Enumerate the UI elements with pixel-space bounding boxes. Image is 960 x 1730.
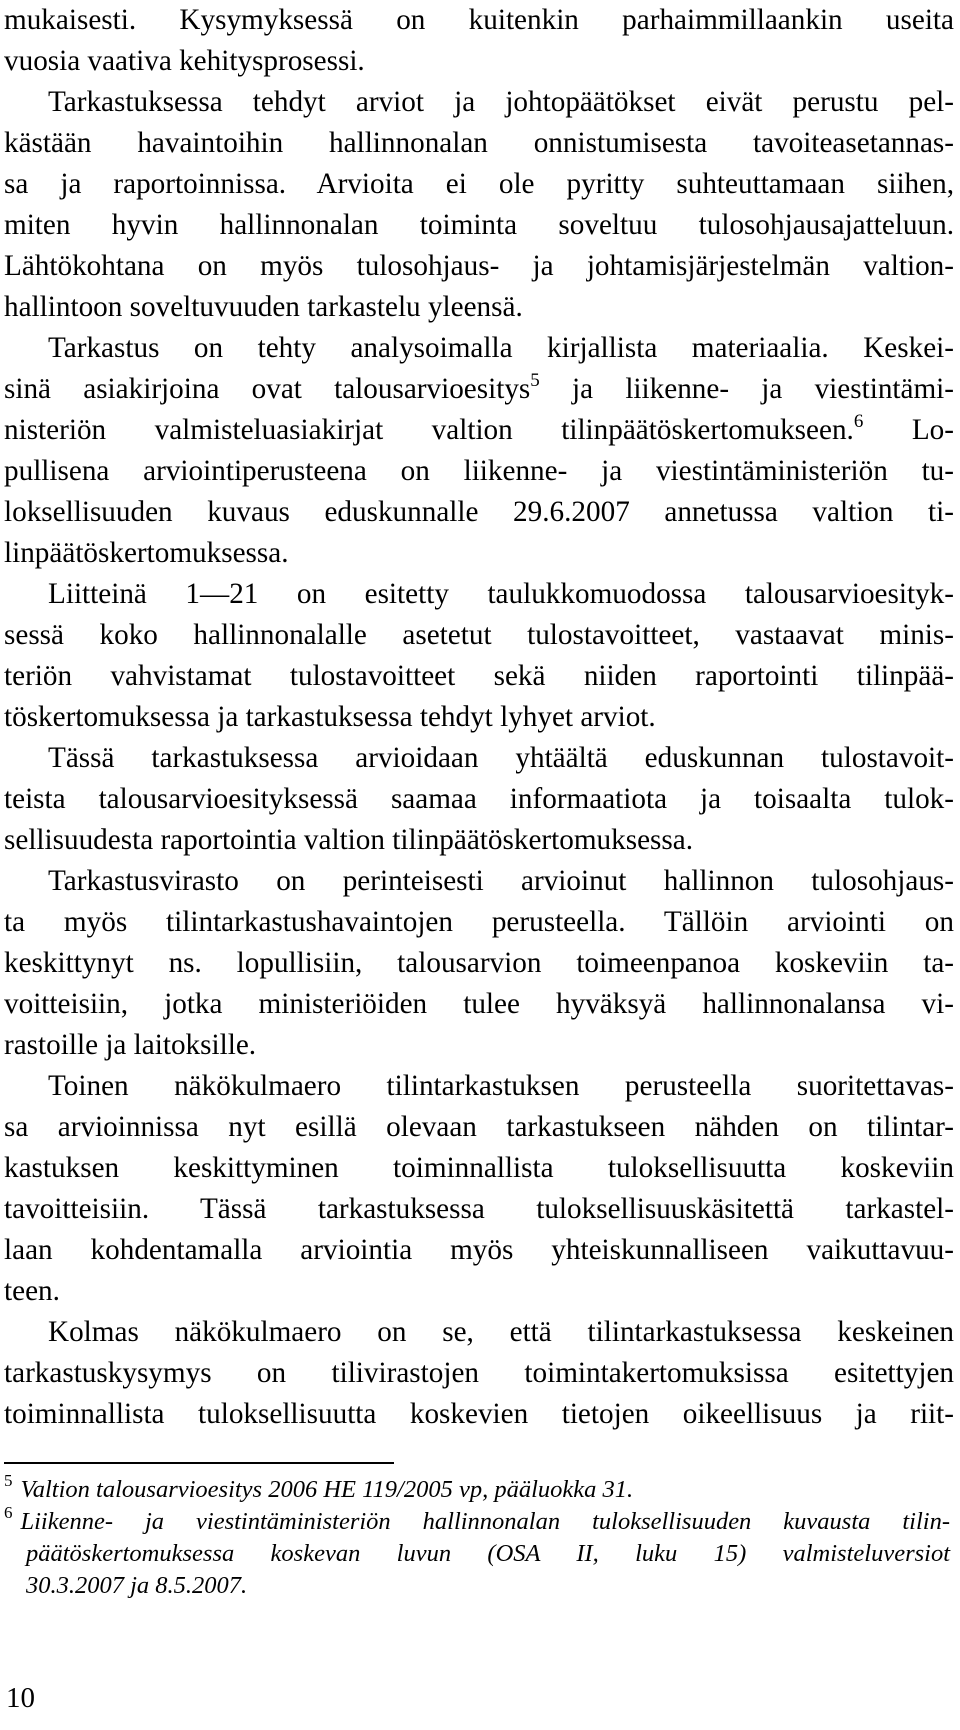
footnote-divider bbox=[4, 1462, 394, 1464]
body-line: Tarkastus on tehty analysoimalla kirjallista materiaalia. Keskei- bbox=[48, 332, 954, 364]
body-line: teriön vahvistamat tulostavoitteet sekä niiden raportointi tilinpää- bbox=[4, 660, 954, 692]
footnote-ref: 5 bbox=[530, 370, 540, 391]
page-number: 10 bbox=[6, 1682, 35, 1714]
body-line: kastuksen keskittyminen toiminnallista tuloksellisuutta koskeviin bbox=[4, 1152, 954, 1184]
body-line: linpäätöskertomuksessa. bbox=[4, 537, 289, 569]
body-line: töskertomuksessa ja tarkastuksessa tehdyt lyhyet arviot. bbox=[4, 701, 656, 733]
body-line: teista talousarvioesityksessä saamaa informaatiota ja toisaalta tulok- bbox=[4, 783, 954, 815]
body-line: miten hyvin hallinnonalan toiminta soveltuu tulosohjausajatteluun. bbox=[4, 209, 954, 241]
body-line: voitteisiin, jotka ministeriöiden tulee hyväksyä hallinnonalansa vi- bbox=[4, 988, 954, 1020]
body-line: sa ja raportoinnissa. Arvioita ei ole pyritty suhteuttamaan siihen, bbox=[4, 168, 954, 200]
body-text: sinä asiakirjoina ovat talousarvioesitys bbox=[4, 373, 531, 405]
body-line: Tarkastuksessa tehdyt arviot ja johtopäätökset eivät perustu pel- bbox=[48, 86, 954, 118]
body-line: ta myös tilintarkastushavaintojen perusteella. Tällöin arviointi on bbox=[4, 906, 954, 938]
body-line: laan kohdentamalla arviointia myös yhteiskunnalliseen vaikuttavuu- bbox=[4, 1234, 954, 1266]
footnote-text: Valtion talousarvioesitys 2006 HE 119/2005 vp, pääluokka 31. bbox=[20, 1476, 634, 1503]
body-line: rastoille ja laitoksille. bbox=[4, 1029, 257, 1061]
body-line: kästään havaintoihin hallinnonalan onnistumisesta tavoiteasetannas- bbox=[4, 127, 954, 159]
body-line bbox=[4, 410, 954, 451]
body-line: Toinen näkökulmaero tilintarkastuksen perusteella suoritettavas- bbox=[48, 1070, 954, 1102]
body-line: sellisuudesta raportointia valtion tilinpäätöskertomuksessa. bbox=[4, 824, 694, 856]
body-line: sa arvioinnissa nyt esillä olevaan tarkastukseen nähden on tilintar- bbox=[4, 1111, 954, 1143]
body-line: toiminnallista tuloksellisuutta koskevien tietojen oikeellisuus ja riit- bbox=[4, 1398, 954, 1430]
footnote-number: 6 bbox=[4, 1503, 13, 1522]
body-line: mukaisesti. Kysymyksessä on kuitenkin parhaimmillaankin useita bbox=[4, 4, 954, 36]
body-line: Tässä tarkastuksessa arvioidaan yhtäältä eduskunnan tulostavoit- bbox=[48, 742, 954, 774]
footnote-number: 5 bbox=[4, 1471, 13, 1490]
footnote-6 bbox=[4, 1503, 950, 1538]
body-line: Kolmas näkökulmaero on se, että tilintarkastuksessa keskeinen bbox=[48, 1316, 954, 1348]
body-text: ja liikenne- ja viestintämi- bbox=[572, 373, 955, 405]
body-line: tavoitteisiin. Tässä tarkastuksessa tuloksellisuuskäsitettä tarkastel- bbox=[4, 1193, 954, 1225]
footnote-ref: 6 bbox=[853, 411, 864, 432]
body-line bbox=[4, 369, 954, 410]
body-text: Lo- bbox=[911, 414, 954, 446]
body-line: Lähtökohtana on myös tulosohjaus- ja johtamisjärjestelmän valtion- bbox=[4, 250, 954, 282]
body-line: hallintoon soveltuvuuden tarkastelu yleensä. bbox=[4, 291, 523, 323]
body-line: Tarkastusvirasto on perinteisesti arvioinut hallinnon tulosohjaus- bbox=[48, 865, 954, 897]
body-line: vuosia vaativa kehitysprosessi. bbox=[4, 45, 365, 77]
body-line: teen. bbox=[4, 1275, 60, 1307]
body-line: tarkastuskysymys on tilivirastojen toimintakertomuksissa esitettyjen bbox=[4, 1357, 954, 1389]
body-line: sessä koko hallinnonalalle asetetut tulostavoitteet, vastaavat minis- bbox=[4, 619, 954, 651]
body-text: nisteriön valmisteluasiakirjat valtion tilinpäätöskertomukseen. bbox=[4, 414, 854, 446]
footnote-6-continued-end: 30.3.2007 ja 8.5.2007. bbox=[26, 1572, 248, 1599]
body-line: pullisena arviointiperusteena on liikenne- ja viestintäministeriön tu- bbox=[4, 455, 954, 487]
footnote-5 bbox=[4, 1471, 950, 1506]
body-line: Liitteinä 1—21 on esitetty taulukkomuodossa talousarvioesityk- bbox=[48, 578, 954, 610]
body-line: keskittynyt ns. lopullisiin, talousarvion toimeenpanoa koskeviin ta- bbox=[4, 947, 954, 979]
footnote-6-continued: päätöskertomuksessa koskevan luvun (OSA II, luku 15) valmisteluversiot bbox=[26, 1540, 950, 1567]
footnote-text: Liikenne- ja viestintäministeriön hallinnonalan tuloksellisuuden kuvausta tilin- bbox=[20, 1508, 950, 1535]
body-line: loksellisuuden kuvaus eduskunnalle 29.6.2007 annetussa valtion ti- bbox=[4, 496, 954, 528]
